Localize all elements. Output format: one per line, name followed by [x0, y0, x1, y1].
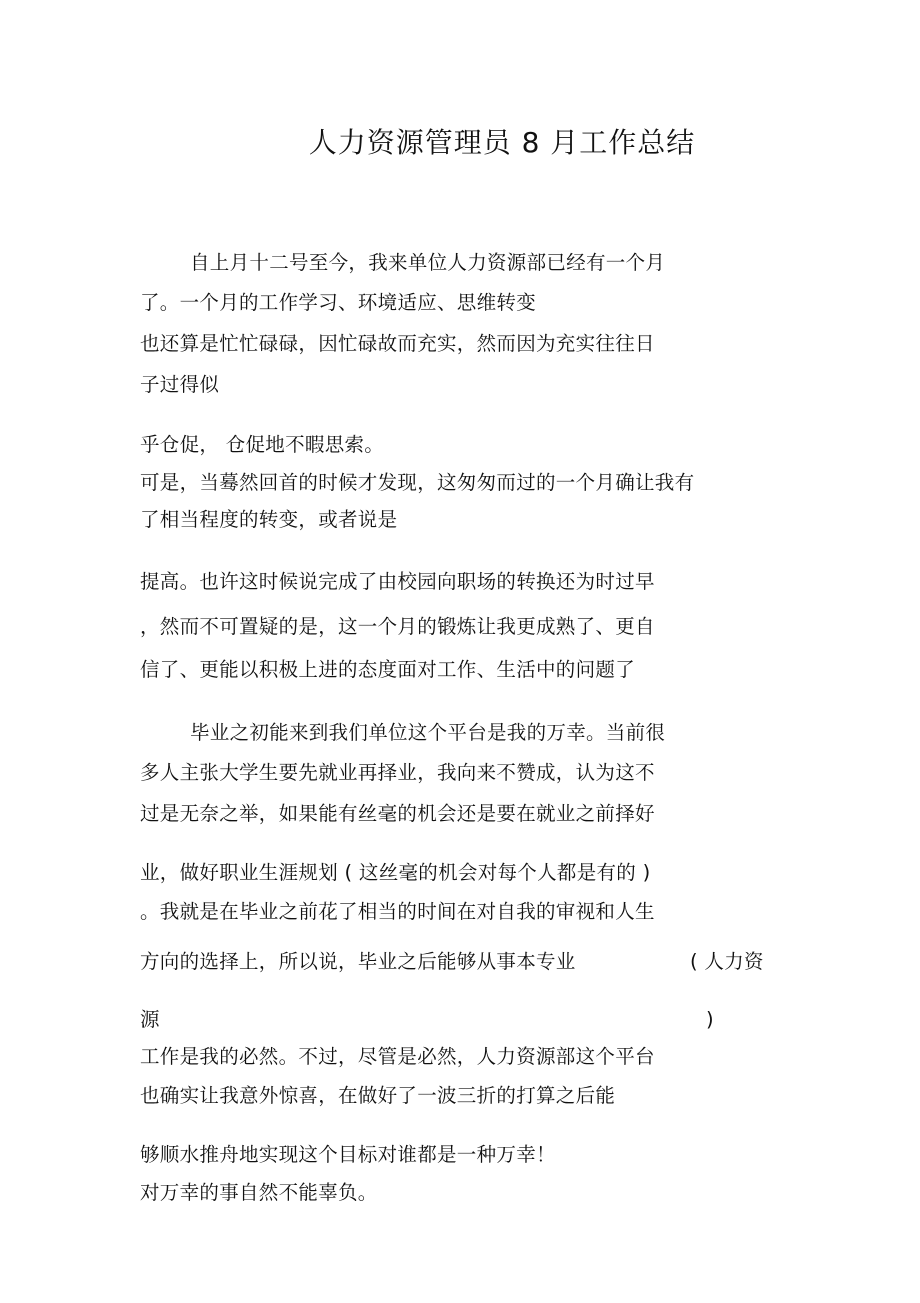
- paragraph-line-fragment: ( 人力资: [690, 950, 764, 973]
- paragraph-line: 过是无奈之举，如果能有丝毫的机会还是要在就业之前择好: [140, 802, 655, 825]
- paragraph-line: 了。一个月的工作学习、环境适应、思维转变: [140, 291, 537, 314]
- paragraph-line: 乎仓促， 仓促地不暇思索。: [140, 433, 385, 456]
- paragraph-line: 。我就是在毕业之前花了相当的时间在对自我的审视和人生: [140, 900, 655, 923]
- paragraph-line: 了相当程度的转变，或者说是: [140, 508, 398, 531]
- paragraph-line: 信了、更能以积极上进的态度面对工作、生活中的问题了: [140, 658, 636, 681]
- paragraph-line: 自上月十二号至今，我来单位人力资源部已经有一个月: [190, 251, 666, 274]
- paragraph-line: 子过得似: [140, 373, 220, 396]
- paragraph-line: 对万幸的事自然不能辜负。: [140, 1181, 378, 1204]
- paragraph-line: 也还算是忙忙碌碌，因忙碌故而充实，然而因为充实往往日: [140, 332, 655, 355]
- paragraph-line: 可是，当蓦然回首的时候才发现，这匆匆而过的一个月确让我有: [140, 471, 695, 494]
- paragraph-line: 业，做好职业生涯规划 ( 这丝毫的机会对每个人都是有的 ): [140, 861, 651, 884]
- document-title: 人力资源管理员 8 月工作总结: [308, 126, 696, 159]
- paragraph-line: 也确实让我意外惊喜，在做好了一波三折的打算之后能: [140, 1084, 616, 1107]
- paragraph-line: 够顺水推舟地实现这个目标对谁都是一种万幸！: [140, 1143, 556, 1166]
- paragraph-line: 多人主张大学生要先就业再择业，我向来不赞成，认为这不: [140, 761, 655, 784]
- paragraph-line: 方向的选择上，所以说，毕业之后能够从事本专业: [140, 950, 576, 973]
- paragraph-line: 毕业之初能来到我们单位这个平台是我的万幸。当前很: [190, 721, 666, 744]
- paragraph-line: 工作是我的必然。不过，尽管是必然，人力资源部这个平台: [140, 1045, 655, 1068]
- paragraph-line: 源: [140, 1008, 160, 1031]
- paragraph-line: ，然而不可置疑的是，这一个月的锻炼让我更成熟了、更自: [140, 615, 655, 638]
- paragraph-line: 提高。也许这时候说完成了由校园向职场的转换还为时过早: [140, 570, 655, 593]
- paragraph-line-fragment: ): [706, 1008, 714, 1031]
